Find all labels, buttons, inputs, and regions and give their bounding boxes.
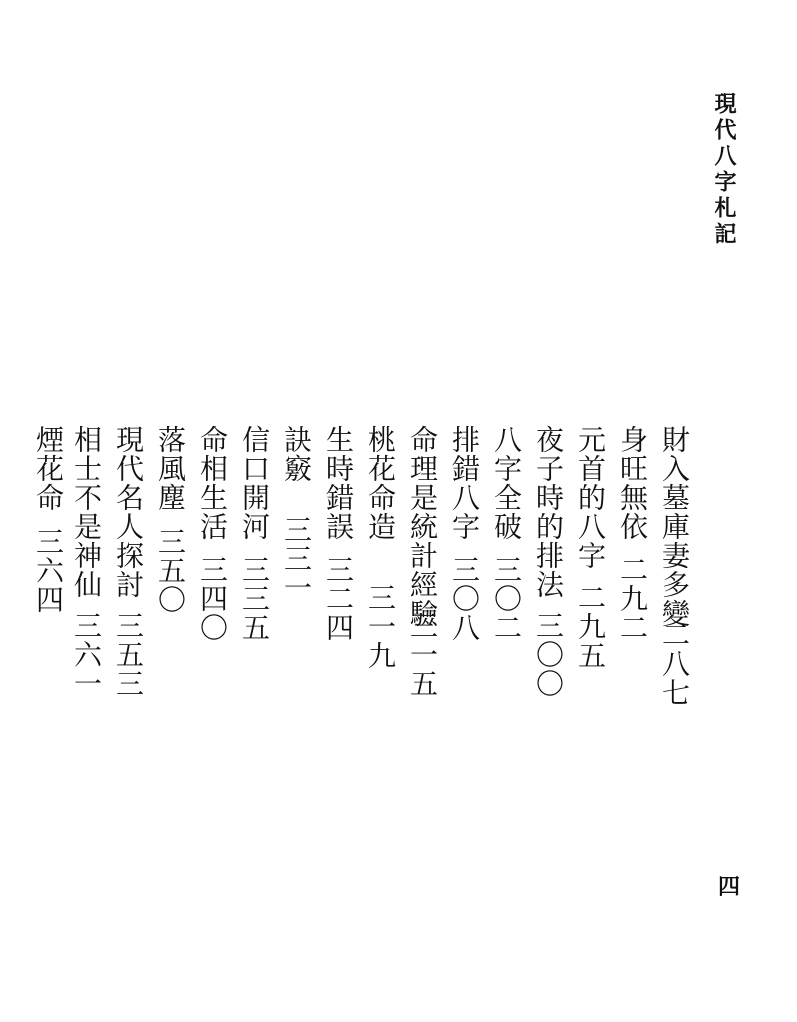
toc-entry-page: 三〇八 <box>448 555 481 642</box>
toc-entry <box>30 425 66 745</box>
toc-entry-title: 落風塵 <box>154 425 187 512</box>
toc-entry-title: 相士不是神仙 <box>70 425 103 599</box>
toc-entry <box>110 425 146 745</box>
toc-entry-title: 元首的八字 <box>574 425 607 570</box>
table-of-contents <box>30 425 690 745</box>
toc-entry <box>68 425 104 745</box>
toc-entry-title: 信口開河 <box>238 425 271 541</box>
toc-entry <box>152 425 188 745</box>
toc-entry <box>236 425 272 745</box>
toc-entry <box>572 425 608 745</box>
toc-entry-page: 三一五 <box>406 611 439 698</box>
toc-entry <box>614 425 650 745</box>
toc-entry <box>362 425 398 745</box>
toc-entry-page: 三三一 <box>280 515 313 602</box>
toc-entry <box>320 425 356 745</box>
toc-entry-page: 三五三 <box>112 611 145 698</box>
book-title: 現代八字札記 <box>711 92 737 248</box>
toc-entry-title: 命理是統計經驗 <box>406 425 439 628</box>
toc-entry-title: 桃花命造 <box>364 425 397 541</box>
toc-entry-page: 三〇〇 <box>532 611 565 698</box>
toc-entry-page: 三〇二 <box>490 555 523 642</box>
toc-entry-title: 現代名人探討 <box>112 425 145 599</box>
toc-entry-title: 八字全破 <box>490 425 523 541</box>
page-number: 四 <box>718 874 741 900</box>
toc-entry <box>656 425 692 745</box>
toc-entry-page: 三二四 <box>322 555 355 642</box>
toc-entry-title: 排錯八字 <box>448 425 481 541</box>
toc-entry-page: 三一九 <box>364 583 397 670</box>
toc-entry <box>446 425 482 745</box>
toc-entry-page: 二九五 <box>574 583 607 670</box>
toc-entry-title: 身旺無依 <box>616 425 649 541</box>
toc-entry-title: 煙花命 <box>32 425 65 512</box>
toc-entry-title: 夜子時的排法 <box>532 425 565 599</box>
toc-entry-page: 三五〇 <box>154 527 187 614</box>
toc-entry-title: 財入墓庫妻多變 <box>658 425 691 628</box>
toc-entry-page: 二八七 <box>658 620 691 707</box>
toc-entry-title: 生時錯誤 <box>322 425 355 541</box>
toc-entry <box>404 425 440 745</box>
toc-entry <box>194 425 230 745</box>
toc-entry <box>488 425 524 745</box>
toc-entry-page: 三四〇 <box>196 555 229 642</box>
toc-entry <box>530 425 566 745</box>
toc-entry <box>278 425 314 745</box>
toc-entry-page: 三三五 <box>238 555 271 642</box>
toc-entry-page: 三六一 <box>70 611 103 698</box>
toc-entry-title: 命相生活 <box>196 425 229 541</box>
toc-entry-page: 二九二 <box>616 555 649 642</box>
toc-entry-title: 訣竅 <box>280 425 313 483</box>
toc-entry-page: 三六四 <box>32 527 65 614</box>
